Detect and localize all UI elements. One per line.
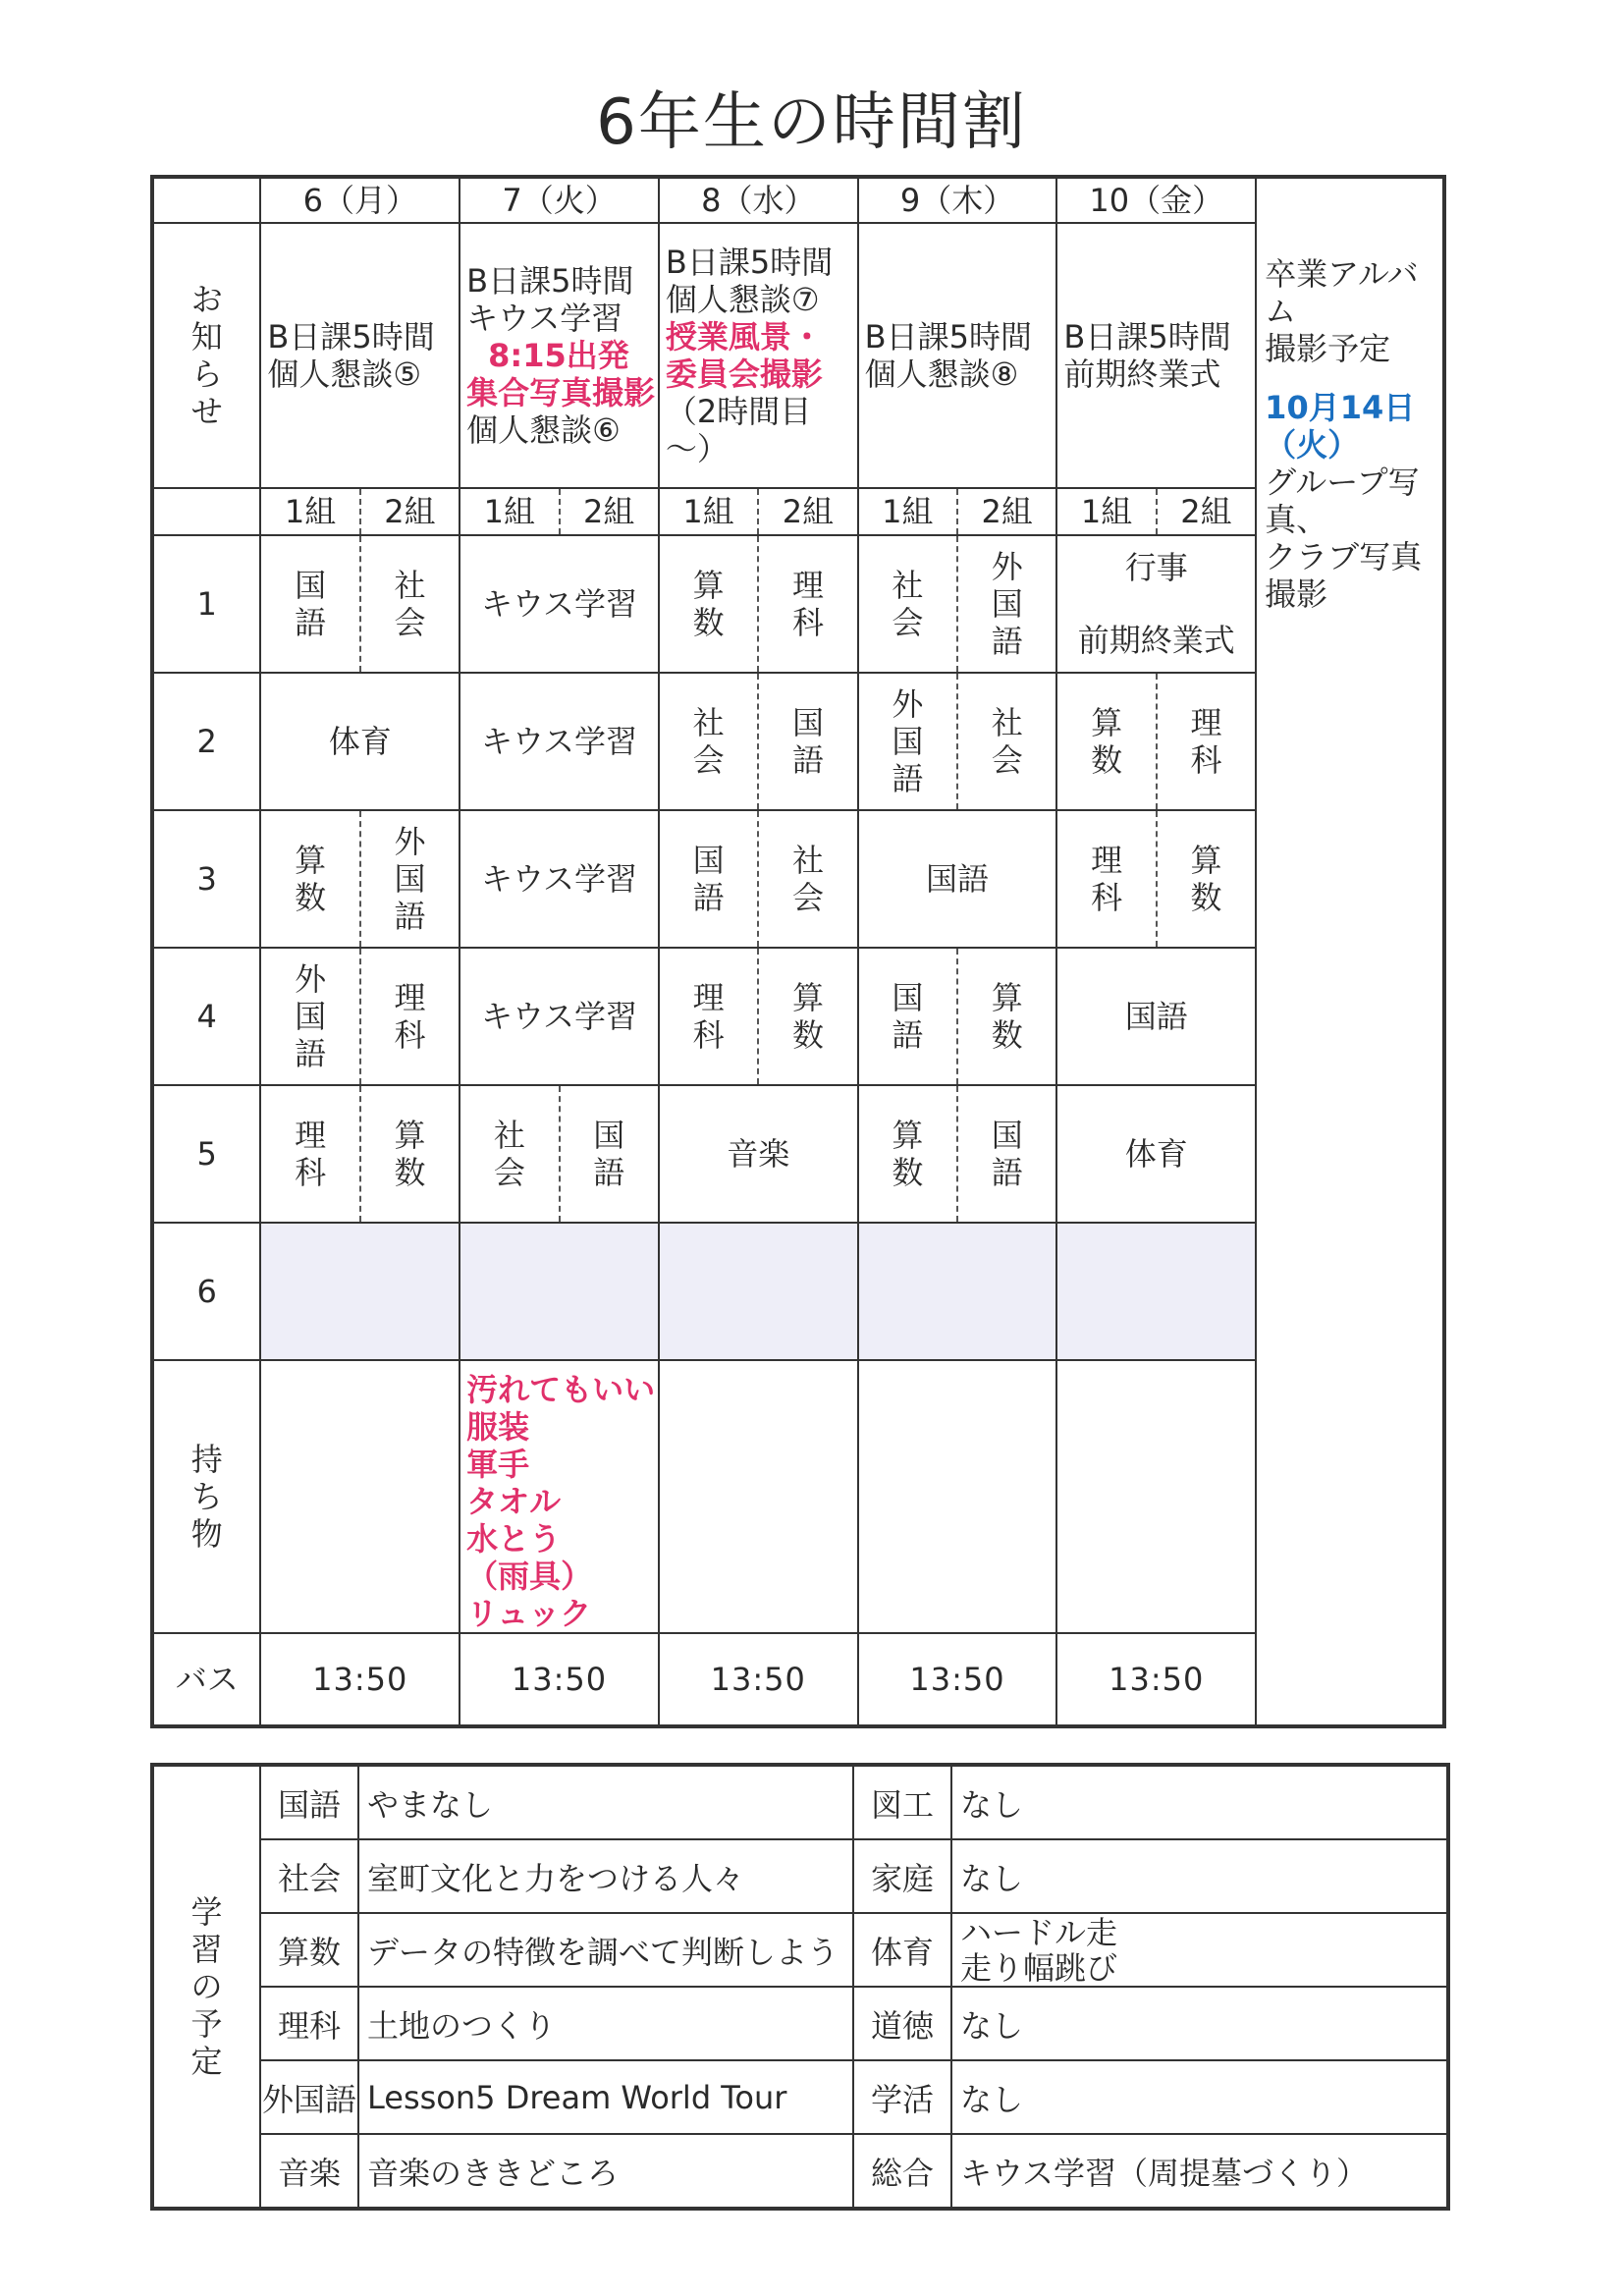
- notice-label: お知らせ: [152, 223, 260, 488]
- day-header-tue: 7（火）: [460, 177, 659, 223]
- day-header-fri: 10（金）: [1056, 177, 1256, 223]
- period-row-6: 6: [152, 1223, 1444, 1360]
- notice-tue: B日課5時間 キウス学習 8:15出発 集合写真撮影 個人懇談⑥: [460, 223, 659, 488]
- period-row-3: 3 算数 外国語 キウス学習 国語 社会 国語 理科 算数: [152, 810, 1444, 948]
- period-row-5: 5 理科 算数 社会 国語 音楽 算数 国語 体育: [152, 1085, 1444, 1223]
- study-plan-table: [150, 1763, 1450, 2211]
- notice-thu: B日課5時間 個人懇談⑧: [858, 223, 1057, 488]
- mochimono-row: [152, 1360, 1444, 1633]
- mochimono-label: 持ち物: [152, 1360, 260, 1633]
- period-row-2: 2 体育 キウス学習 社会 国語 外国語 社会 算数 理科: [152, 673, 1444, 810]
- period-row-4: 4 外国語 理科 キウス学習 理科 算数 国語 算数 国語: [152, 948, 1444, 1085]
- timetable: [150, 175, 1446, 1728]
- mochimono-tue: 汚れてもいい 服装 軍手 タオル 水とう （雨具） リュック: [460, 1360, 659, 1633]
- plan-row: 学習の予定 国語 やまなし 図工 なし: [152, 1765, 1448, 1839]
- day-header-wed: 8（水）: [659, 177, 858, 223]
- notice-fri: B日課5時間 前期終業式: [1056, 223, 1256, 488]
- day-header-mon: 6（月）: [260, 177, 460, 223]
- album-note: 卒業アルバム 撮影予定 10月14日 （火） グループ写 真、 クラブ写真 撮影: [1256, 177, 1444, 1726]
- plan-label: 学習の予定: [152, 1765, 260, 2209]
- class-header-row: 1組 2組 1組 2組 1組 2組 1組 2組 1組 2組: [152, 488, 1444, 535]
- plan-row: 音楽 音楽のききどころ 総合 キウス学習（周提墓づくり）: [152, 2134, 1448, 2209]
- plan-row: 理科 土地のつくり 道徳 なし: [152, 1987, 1448, 2060]
- notice-mon: B日課5時間 個人懇談⑤: [260, 223, 460, 488]
- bus-row: バス 13:50 13:50 13:50 13:50 13:50: [152, 1633, 1444, 1726]
- plan-row: 外国語 Lesson5 Dream World Tour 学活 なし: [152, 2060, 1448, 2134]
- day-header-thu: 9（木）: [858, 177, 1057, 223]
- period-row-1: 1 国語 社会 キウス学習 算数 理科 社会 外国語 行事 前期終業式: [152, 535, 1444, 673]
- corner-cell: [152, 177, 260, 223]
- bus-label: バス: [152, 1633, 260, 1726]
- notice-wed: B日課5時間 個人懇談⑦ 授業風景・ 委員会撮影 （2時間目～）: [659, 223, 858, 488]
- plan-row: 算数 データの特徴を調べて判断しよう 体育 ハードル走 走り幅跳び: [152, 1913, 1448, 1987]
- page-title: 6年生の時間割: [596, 86, 1027, 159]
- plan-row: 社会 室町文化と力をつける人々 家庭 なし: [152, 1839, 1448, 1913]
